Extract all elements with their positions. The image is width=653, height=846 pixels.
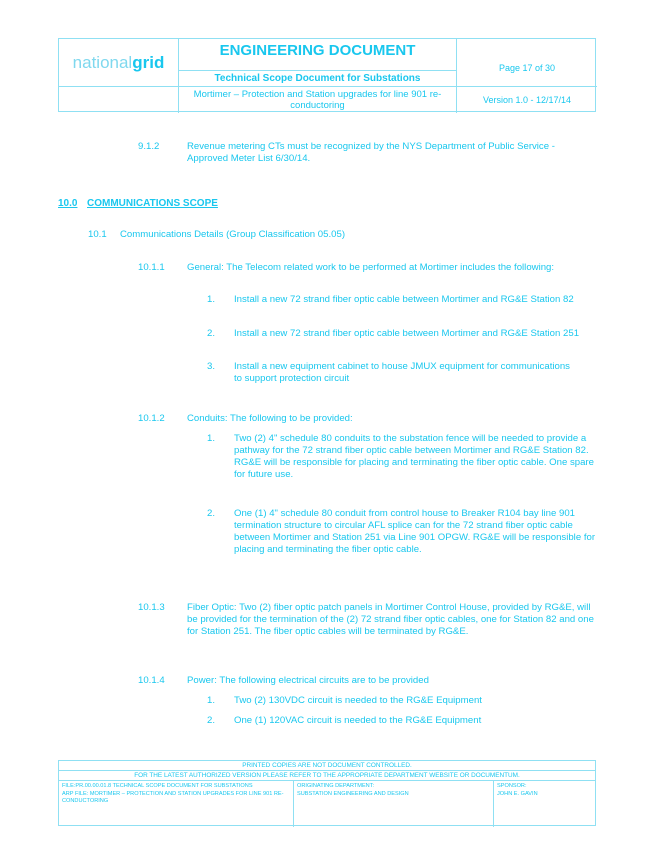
section-10-1-4-text: Power: The following electrical circuits are to be provided xyxy=(187,675,429,686)
document-header xyxy=(58,38,596,112)
list-item-number: 1. xyxy=(207,433,216,444)
footer-file-line-1: FILE:PR.00.00.01.8 TECHNICAL SCOPE DOCUMENT FOR SUBSTATIONS xyxy=(62,783,253,789)
section-10-1-2-text: Conduits: The following to be provided: xyxy=(187,413,353,424)
footer-file-line-2: ARP FILE: MORTIMER – PROTECTION AND STATION UPGRADES FOR LINE 901 RE-CONDUCTORING xyxy=(62,790,284,804)
page-number: Page 17 of 30 xyxy=(457,39,597,87)
list-item-text: Install a new equipment cabinet to house JMUX equipment for communications to support protection circuit xyxy=(234,361,570,384)
footer-department-value: SUBSTATION ENGINEERING AND DESIGN xyxy=(297,790,409,797)
project-title: Mortimer – Protection and Station upgrades for line 901 re-conductoring xyxy=(179,87,457,113)
logo-prefix: national xyxy=(72,52,133,72)
footer-notice-line-1: PRINTED COPIES ARE NOT DOCUMENT CONTROLLED. xyxy=(59,761,595,771)
list-item-number: 1. xyxy=(207,294,216,305)
section-10-title: COMMUNICATIONS SCOPE xyxy=(87,198,218,209)
section-10-1-2-number: 10.1.2 xyxy=(138,413,165,424)
list-item-number: 2. xyxy=(207,328,216,339)
section-10-number: 10.0 xyxy=(58,198,78,209)
footer-sponsor-cell xyxy=(494,781,595,827)
footer-department-cell xyxy=(294,781,494,827)
section-10-1-3-text: Fiber Optic: Two (2) fiber optic patch panels in Mortimer Control House, provided by RG&E, will be provided for the termination of the (2) 72 strand fiber optic cables, one for Station 82 and one for Station 251. The fiber optic cables will be terminated by RG&E. xyxy=(187,602,594,637)
section-10-1-3-number: 10.1.3 xyxy=(138,602,165,613)
section-10-1-number: 10.1 xyxy=(88,229,107,240)
list-item-number: 2. xyxy=(207,715,216,726)
document-title: ENGINEERING DOCUMENT xyxy=(179,39,457,71)
list-item-text: One (1) 120VAC circuit is needed to the RG&E Equipment xyxy=(234,715,482,726)
section-10-1-1-text: General: The Telecom related work to be performed at Mortimer includes the following: xyxy=(187,262,555,273)
list-item-text: Two (2) 130VDC circuit is needed to the RG&E Equipment xyxy=(234,695,482,706)
footer-notice-line-2: FOR THE LATEST AUTHORIZED VERSION PLEASE REFER TO THE APPROPRIATE DEPARTMENT WEBSITE OR DOCUMENTUM. xyxy=(59,771,595,781)
list-item-text: One (1) 4" schedule 80 conduit from control house to Breaker R104 bay line 901 termination structure to circular AFL splice can for the 72 strand fiber optic cable between Mortimer and Station 251 via Line 901 OPGW. RG&E will be responsible for placing and terminating the fiber optic cable. xyxy=(234,508,596,555)
footer-sponsor-value: JOHN E. GAVIN xyxy=(497,790,538,797)
list-item-number: 2. xyxy=(207,508,216,519)
footer-department-label: ORIGINATING DEPARTMENT: xyxy=(297,783,375,789)
list-item-number: 3. xyxy=(207,361,216,372)
footer-file-cell xyxy=(59,781,294,827)
section-10-1-4-number: 10.1.4 xyxy=(138,675,165,686)
national-grid-logo xyxy=(59,39,179,87)
footer-sponsor-label: SPONSOR: xyxy=(497,783,527,789)
list-item-text: Install a new 72 strand fiber optic cable between Mortimer and RG&E Station 251 xyxy=(234,328,580,339)
section-10-1-text: Communications Details (Group Classification 05.05) xyxy=(120,229,346,240)
logo-suffix: grid xyxy=(132,52,165,72)
document-footer xyxy=(58,760,596,826)
section-10-1-1-number: 10.1.1 xyxy=(138,262,165,273)
list-item-number: 1. xyxy=(207,695,216,706)
document-subtitle: Technical Scope Document for Substations xyxy=(179,71,457,87)
logo-blank-cell xyxy=(59,87,179,113)
section-9-1-2-text: Revenue metering CTs must be recognized by the NYS Department of Public Service - Approved Meter List 6/30/14. xyxy=(187,141,555,164)
list-item-text: Two (2) 4" schedule 80 conduits to the substation fence will be needed to provide a pathway for the 72 strand fiber optic cable between Mortimer and RG&E Station 82. RG&E will be responsible for placing and terminating the fiber optic cable. One spare for future use. xyxy=(234,433,594,480)
version-date: Version 1.0 - 12/17/14 xyxy=(482,95,572,105)
list-item-text: Install a new 72 strand fiber optic cable between Mortimer and RG&E Station 82 xyxy=(234,294,574,305)
section-9-1-2-number: 9.1.2 xyxy=(138,141,160,152)
